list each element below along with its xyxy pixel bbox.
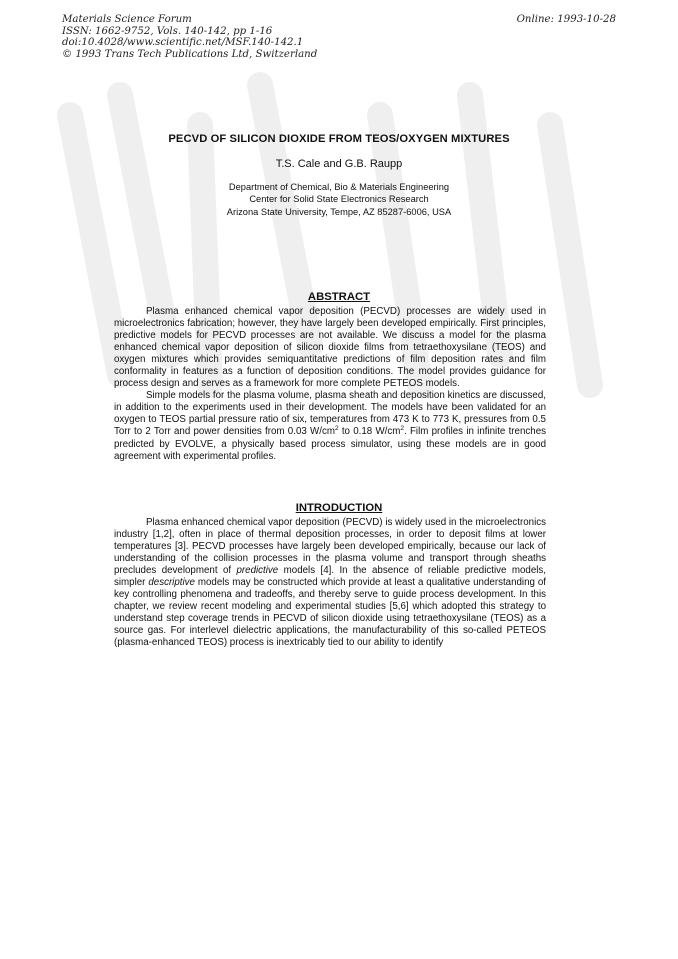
journal-header — [62, 14, 317, 60]
doi-line[interactable]: doi:10.4028/www.scientific.net/MSF.140-142.1 — [62, 37, 304, 49]
intro-text: models [4]. In the absence of reliable predictive models, simpler — [114, 565, 546, 589]
affiliation-line: Arizona State University, Tempe, AZ 85287-6006, USA — [226, 206, 452, 217]
abstract-text: to 0.18 W/cm — [338, 426, 401, 438]
affiliation — [0, 181, 678, 218]
intro-text: models may be constructed which provide at least a qualitative understanding of key controlling phenomena and tradeoffs, and thereby serve to guide process development. In this chapter, we review recent modeling and experimental studies [5,6] which adopted this strategy to understand step coverage trends in PECVD of silicon dioxide using tetraethoxysilane (TEOS) as a source gas. For interlevel dielectric applications, the manufacturability of this so-called PETEOS (plasma-enhanced TEOS) process is inextricably tied to our ability to identify — [114, 577, 546, 649]
superscript: 2 — [400, 425, 404, 433]
issn-line: ISSN: 1662-9752, Vols. 140-142, pp 1-16 — [62, 25, 273, 37]
abstract-heading: ABSTRACT — [307, 291, 371, 303]
paper-title: PECVD OF SILICON DIOXIDE FROM TEOS/OXYGEN MIXTURES — [168, 133, 510, 145]
affiliation-line: Center for Solid State Electronics Research — [249, 194, 429, 205]
copyright-line: © 1993 Trans Tech Publications Ltd, Switzerland — [62, 48, 318, 60]
online-date: Online: 1993-10-28 — [516, 14, 616, 25]
abstract-paragraph: Plasma enhanced chemical vapor deposition (PECVD) processes are widely used in microelectronics fabrication; however, they have largely been developed empirically. First principles, predictive models for PECVD processes are not available. We discuss a model for the plasma enhanced chemical vapor deposition of silicon dioxide films from tetraethoxysilane (TEOS) and oxygen mixtures which provides semiquantitative predictions of film deposition rates and film conformality in features as a function of deposition conditions. The model provides guidance for process design and serves as a framework for more complete PETEOS models. — [114, 306, 546, 390]
intro-text: Plasma enhanced chemical vapor deposition (PECVD) is widely used in the microelectronics industry [1,2], often in place of thermal deposition processes, in order to deposit films at lower temperatures [3]. PECVD processes have largely been developed empirically, because our lack of understanding of the collision processes in the plasma volume and transport through sheaths precludes development of — [114, 517, 546, 577]
abstract-text: . Film profiles in infinite trenches predicted by EVOLVE, a physically based process simulator, using these models are in good agreement with experimental profiles. — [114, 426, 546, 462]
intro-emphasis: predictive — [236, 565, 279, 577]
introduction-body — [114, 517, 546, 650]
intro-emphasis: descriptive — [148, 577, 195, 589]
affiliation-line: Department of Chemical, Bio & Materials Engineering — [228, 182, 450, 192]
abstract-text: Simple models for the plasma volume, plasma sheath and deposition kinetics are discussed, in addition to the experiments used in their development. The models have been validated for an oxygen to TEOS partial pressure ratio of six, temperatures from 473 K to 773 K, pressures from 0.5 Torr to 2 Torr and power densities from 0.03 W/cm — [114, 390, 546, 438]
introduction-paragraph — [114, 517, 546, 650]
superscript: 2 — [334, 425, 339, 433]
abstract-body — [114, 306, 546, 463]
introduction-heading: INTRODUCTION — [295, 502, 383, 514]
paper-authors: T.S. Cale and G.B. Raupp — [275, 158, 403, 170]
journal-name: Materials Science Forum — [62, 14, 192, 25]
abstract-paragraph — [114, 390, 546, 462]
